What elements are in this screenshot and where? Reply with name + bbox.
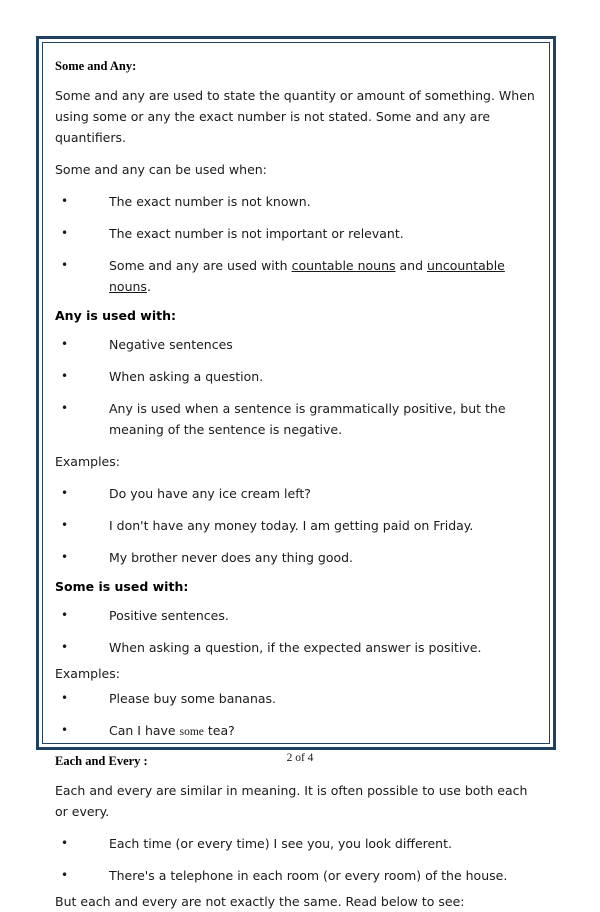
bullet-icon: • [61, 194, 69, 208]
heading-each-and-every: Each and Every : [55, 754, 148, 768]
paragraph-some-and-any-lead-in: Some and any can be used when: [55, 162, 267, 177]
bullet-icon: • [61, 868, 69, 882]
heading-some-is-used-with: Some is used with: [55, 579, 189, 594]
list-item-label: The exact number is not important or relevant. [109, 226, 404, 241]
list-item [55, 191, 537, 212]
label-examples-any: Examples: [55, 454, 120, 469]
list-item [55, 398, 537, 440]
list-item-label: When asking a question, if the expected answer is positive. [109, 640, 482, 655]
list-item-text-suffix: . [146, 279, 151, 294]
list-item [55, 720, 537, 743]
link-countable-nouns[interactable]: countable nouns [291, 258, 396, 273]
bullet-icon: • [61, 337, 69, 351]
heading-any-is-used-with: Any is used with: [55, 308, 176, 323]
list-item [55, 637, 537, 658]
list-item [55, 366, 537, 387]
list-any-usage [55, 334, 537, 440]
list-item-label: There's a telephone in each room (or every room) of the house. [109, 868, 508, 883]
list-item [55, 865, 537, 886]
list-item [55, 833, 537, 854]
heading-some-and-any: Some and Any: [55, 59, 137, 73]
list-item-label: When asking a question. [109, 369, 264, 384]
list-item-text-prefix: Some and any are used with [109, 258, 292, 273]
list-item [55, 688, 537, 709]
page-footer-number: 2 of 4 [286, 752, 314, 764]
list-item-label: Positive sentences. [109, 608, 229, 623]
bullet-icon: • [61, 550, 69, 564]
bullet-icon: • [61, 836, 69, 850]
paragraph-some-and-any-intro: Some and any are used to state the quantity or amount of something. When using some or any the exact number is not stated. Some and any are quantifiers. [55, 88, 535, 145]
list-item-text-suffix: tea? [203, 723, 235, 738]
list-item-label: I don't have any money today. I am getting paid on Friday. [109, 518, 474, 533]
list-item-label: Negative sentences [109, 337, 233, 352]
label-examples-some: Examples: [55, 666, 120, 681]
list-item-label: The exact number is not known. [109, 194, 311, 209]
bullet-icon: • [61, 723, 69, 737]
list-item [55, 223, 537, 244]
list-some-examples [55, 688, 537, 743]
list-item-label: Each time (or every time) I see you, you look different. [109, 836, 452, 851]
list-item-label: Any is used when a sentence is grammatically positive, but the meaning of the sentence is negative. [109, 401, 506, 437]
list-item [55, 605, 537, 626]
list-item-text-prefix: Can I have [109, 723, 180, 738]
bullet-icon: • [61, 486, 69, 500]
bullet-icon: • [61, 608, 69, 622]
bullet-icon: • [61, 640, 69, 654]
bullet-icon: • [61, 369, 69, 383]
list-item-text-middle: and [395, 258, 427, 273]
list-item-label: My brother never does any thing good. [109, 550, 354, 565]
list-some-and-any-usage [55, 191, 537, 297]
list-item [55, 334, 537, 355]
list-each-and-every [55, 833, 537, 886]
list-item [55, 515, 537, 536]
list-item-label: Do you have any ice cream left? [109, 486, 311, 501]
link-uncountable-nouns[interactable]: uncountable nouns [109, 258, 505, 294]
bullet-icon: • [61, 226, 69, 240]
bullet-icon: • [61, 691, 69, 705]
list-item [55, 483, 537, 504]
emphasis-some: some [179, 726, 204, 738]
list-item-label: Please buy some bananas. [109, 691, 277, 706]
list-some-usage [55, 605, 537, 658]
paragraph-each-and-every-closing: But each and every are not exactly the same. Read below to see: [55, 894, 465, 909]
list-item [55, 547, 537, 568]
bullet-icon: • [61, 518, 69, 532]
list-any-examples [55, 483, 537, 568]
bullet-icon: • [61, 258, 69, 272]
bullet-icon: • [61, 401, 69, 415]
list-item [55, 255, 537, 297]
paragraph-each-and-every-intro: Each and every are similar in meaning. It is often possible to use both each or every. [55, 783, 528, 819]
